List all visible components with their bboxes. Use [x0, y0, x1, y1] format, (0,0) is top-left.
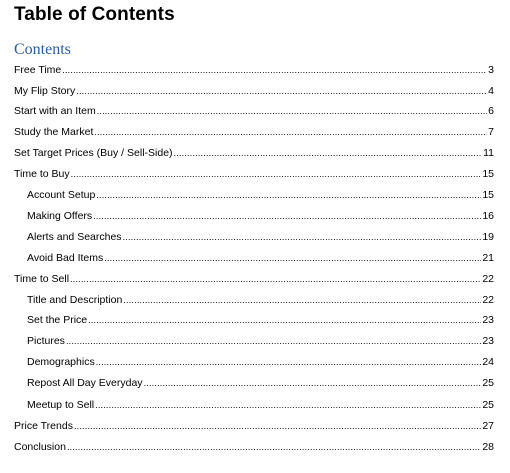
toc-page-number: 22 — [482, 273, 494, 285]
toc-entry-label: Free Time — [14, 64, 62, 76]
toc-page-number: 25 — [482, 399, 494, 411]
toc-page-number: 27 — [482, 420, 494, 432]
toc-entry-label: Demographics — [27, 356, 95, 368]
toc-entry-label: Account Setup — [27, 189, 96, 201]
toc-entry-label: Study the Market — [14, 126, 94, 138]
toc-entry-label: My Flip Story — [14, 85, 76, 97]
toc-entry-free-time[interactable] — [14, 62, 494, 78]
toc-entry-label: Start with an Item — [14, 105, 96, 117]
toc-entry-my-flip-story[interactable] — [14, 83, 494, 99]
dot-leader — [74, 418, 481, 434]
toc-entry-pictures[interactable] — [27, 333, 494, 349]
toc-entry-label: Time to Buy — [14, 168, 70, 180]
dot-leader — [95, 397, 481, 413]
dot-leader — [123, 229, 482, 245]
toc-page-number: 6 — [488, 105, 494, 117]
toc-page-number: 7 — [488, 126, 494, 138]
toc-page-number: 28 — [482, 441, 494, 453]
toc-page-number: 3 — [488, 64, 494, 76]
toc-heading: Contents — [14, 41, 71, 58]
toc-entry-label: Set the Price — [27, 314, 88, 326]
toc-entry-label: Meetup to Sell — [27, 399, 95, 411]
toc-entry-price-trends[interactable] — [14, 418, 494, 434]
toc-entry-label: Making Offers — [27, 210, 93, 222]
dot-leader — [104, 250, 481, 266]
toc-entry-avoid-bad-items[interactable] — [27, 250, 494, 266]
toc-page-number: 19 — [482, 231, 494, 243]
toc-page-number: 4 — [488, 85, 494, 97]
toc-entry-repost-all-day-everyday[interactable] — [27, 375, 494, 391]
toc-page-number: 15 — [482, 189, 494, 201]
dot-leader — [96, 187, 481, 203]
dot-leader — [62, 62, 487, 78]
toc-entry-alerts-and-searches[interactable] — [27, 229, 494, 245]
dot-leader — [144, 375, 482, 391]
dot-leader — [123, 292, 481, 308]
toc-entry-meetup-to-sell[interactable] — [27, 397, 494, 413]
dot-leader — [93, 208, 481, 224]
dot-leader — [97, 103, 487, 119]
toc-page-number: 21 — [482, 252, 494, 264]
dot-leader — [96, 354, 482, 370]
dot-leader — [71, 166, 482, 182]
toc-entry-time-to-buy[interactable] — [14, 166, 494, 182]
toc-page-number: 16 — [482, 210, 494, 222]
dot-leader — [88, 312, 481, 328]
toc-page-number: 15 — [482, 168, 494, 180]
toc-entry-label: Pictures — [27, 335, 65, 347]
toc-entry-set-the-price[interactable] — [27, 312, 494, 328]
toc-entry-label: Set Target Prices (Buy / Sell-Side) — [14, 147, 173, 159]
toc-entry-label: Conclusion — [14, 441, 66, 453]
toc-entry-label: Time to Sell — [14, 273, 70, 285]
toc-entry-conclusion[interactable] — [14, 439, 494, 455]
dot-leader — [94, 124, 487, 140]
dot-leader — [76, 83, 487, 99]
toc-entry-making-offers[interactable] — [27, 208, 494, 224]
toc-page-number: 24 — [482, 356, 494, 368]
toc-entry-label: Title and Description — [27, 294, 123, 306]
page-title: Table of Contents — [14, 4, 175, 25]
toc-page-number: 22 — [482, 294, 494, 306]
toc-page-number: 23 — [482, 335, 494, 347]
toc-entry-label: Alerts and Searches — [27, 231, 122, 243]
toc-entry-account-setup[interactable] — [27, 187, 494, 203]
toc-entry-set-target-prices[interactable] — [14, 145, 494, 161]
toc-entry-study-the-market[interactable] — [14, 124, 494, 140]
toc-entry-demographics[interactable] — [27, 354, 494, 370]
dot-leader — [66, 333, 481, 349]
toc-page-number: 11 — [483, 147, 494, 159]
dot-leader — [67, 439, 481, 455]
toc-entry-label: Repost All Day Everyday — [27, 377, 143, 389]
toc-entry-time-to-sell[interactable] — [14, 271, 494, 287]
toc-page-number: 23 — [482, 314, 494, 326]
dot-leader — [174, 145, 483, 161]
toc-page-number: 25 — [482, 377, 494, 389]
toc-entry-start-with-an-item[interactable] — [14, 103, 494, 119]
toc-entry-title-and-description[interactable] — [27, 292, 494, 308]
toc-entry-label: Avoid Bad Items — [27, 252, 104, 264]
dot-leader — [70, 271, 481, 287]
toc-entry-label: Price Trends — [14, 420, 73, 432]
